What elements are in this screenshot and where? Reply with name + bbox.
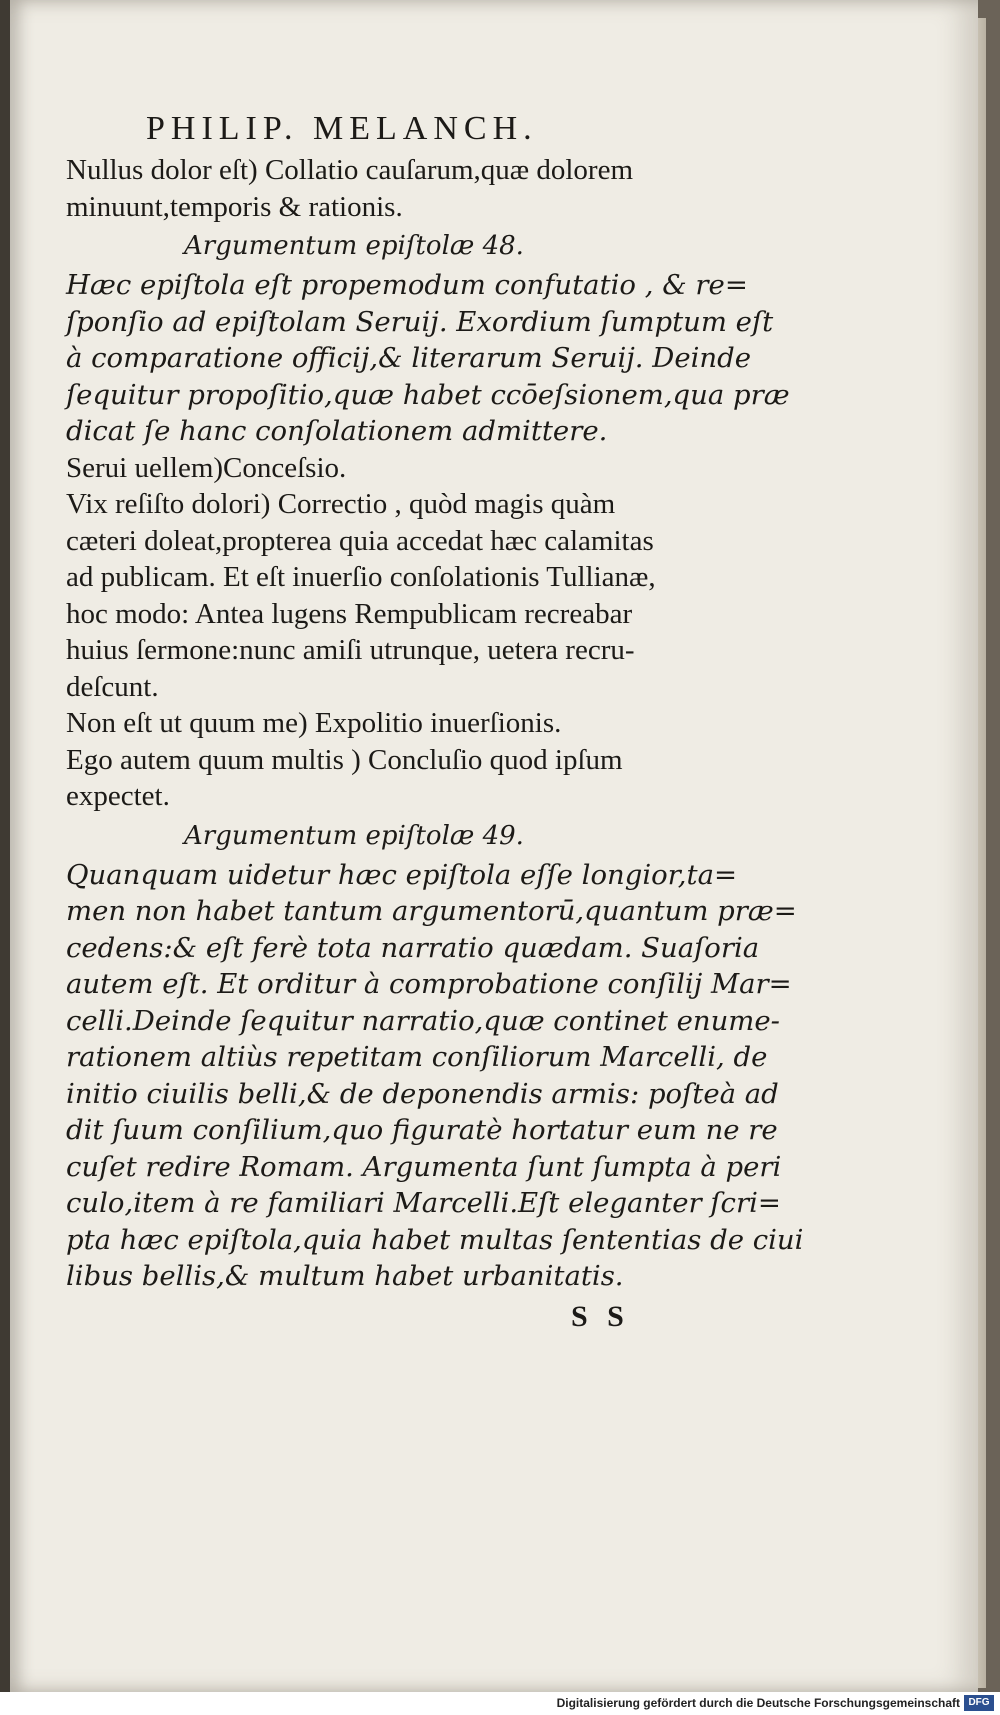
page-text — [66, 106, 804, 1339]
section-heading: Argumentum epiſtolæ 48. — [184, 231, 524, 261]
dfg-logo: DFG — [964, 1695, 994, 1711]
text-line: celli.Deinde ſequitur narratio,quæ continet enume- — [66, 1004, 780, 1037]
section-heading: Argumentum epiſtolæ 49. — [184, 820, 524, 851]
text-line: cuſet redire Romam. Argumenta ſunt ſumpta à peri — [66, 1150, 782, 1183]
text-line: deſcunt. — [66, 670, 159, 703]
text-line: hoc modo: Antea lugens Rempublicam recreabar — [66, 597, 633, 630]
text-line: cæteri doleat,propterea quia accedat hæc calamitas — [66, 524, 654, 557]
text-lines — [66, 152, 804, 1295]
text-line: autem eſt. Et orditur à comprobatione conſilij Mar= — [66, 968, 792, 1000]
running-head: PHILIP. MELANCH. — [146, 110, 538, 147]
text-line: men non habet tantum argumentorū,quantum præ= — [66, 895, 797, 927]
text-line: huius ſermone:nunc amiſi utrunque, uetera recru- — [66, 634, 635, 666]
text-line: Nullus dolor eſt) Collatio cauſarum,quæ dolorem — [66, 154, 634, 186]
text-line: expectet. — [66, 780, 170, 812]
text-line: cedens:& eſt ferè tota narratio quædam. Suaſoria — [66, 931, 760, 964]
text-line: dicat ſe hanc conſolationem admittere. — [66, 415, 608, 447]
footer-bar — [0, 1692, 1000, 1715]
text-line: Ego autem quum multis ) Concluſio quod ipſum — [66, 743, 623, 776]
signature-mark: S S — [571, 1299, 630, 1333]
text-line: dit ſuum conſilium,quo figuratè hortatur eum ne re — [66, 1114, 778, 1146]
text-line: Non eſt ut quum me) Expolitio inuerſionis. — [66, 707, 562, 739]
text-line: initio ciuilis belli,& de deponendis armis: poſteà ad — [66, 1077, 779, 1110]
text-line: Quanquam uidetur hæc epiſtola eſſe longior,ta= — [66, 858, 738, 891]
text-line: pta hæc epiſtola,quia habet multas ſententias de ciui — [66, 1223, 804, 1256]
text-line: Serui uellem)Conceſsio. — [66, 451, 347, 484]
text-line: ad publicam. Et eſt inuerſio conſolationis Tullianæ, — [66, 561, 656, 593]
text-line: Hæc epiſtola eſt propemodum confutatio , & re= — [66, 269, 748, 301]
text-line: culo,item à re familiari Marcelli.Eſt eleganter ſcri= — [66, 1187, 781, 1219]
text-line: minuunt,temporis & rationis. — [66, 190, 403, 223]
text-line: Vix reſiſto dolori) Correctio , quòd magis quàm — [66, 488, 616, 520]
text-line: ſponſio ad epiſtolam Seruij. Exordium ſumptum eſt — [66, 305, 774, 338]
text-line: rationem altiùs repetitam conſiliorum Marcelli, de — [66, 1041, 768, 1073]
text-line: à comparatione officij,& literarum Seruij. Deinde — [66, 342, 751, 374]
text-line: ſequitur propoſitio,quæ habet ccōeſsionem,qua præ — [66, 378, 790, 411]
text-line: libus bellis,& multum habet urbanitatis. — [66, 1260, 624, 1292]
footer-credit: Digitalisierung gefördert durch die Deutsche Forschungsgemeinschaft — [556, 1696, 960, 1710]
